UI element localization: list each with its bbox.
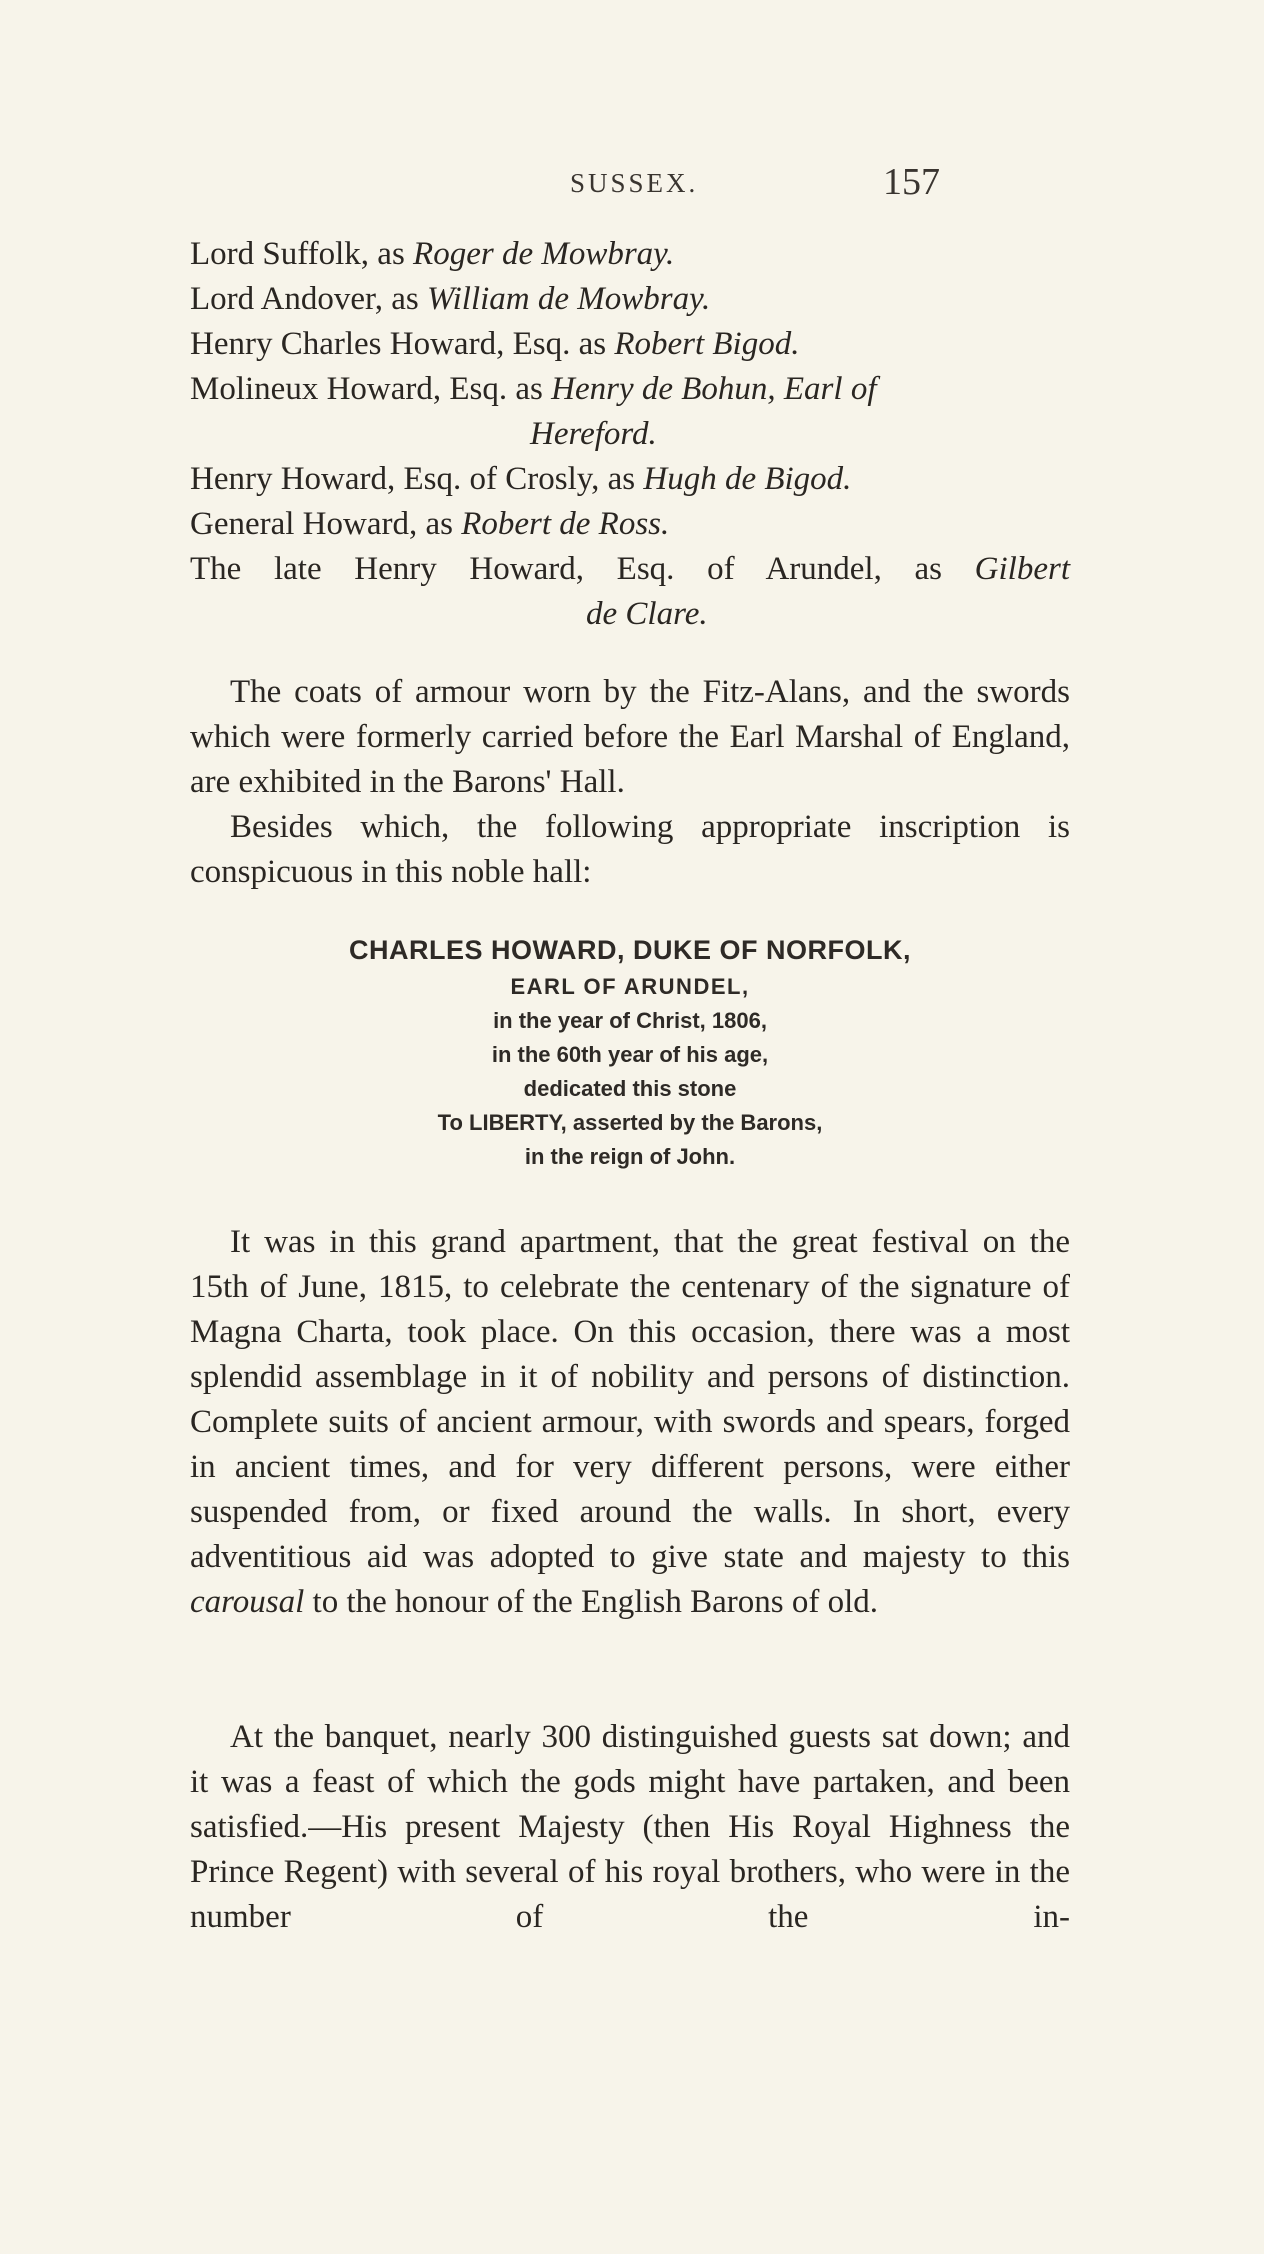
cast-line: Henry Howard, Esq. of Crosly, as Hugh de Bigod.	[190, 461, 852, 497]
cast-line: General Howard, as Robert de Ross.	[190, 506, 670, 542]
inscription-line: EARL OF ARUNDEL,	[510, 974, 750, 999]
cast-line: The late Henry Howard, Esq. of Arundel, as Gilbert	[190, 551, 1070, 587]
cast-line-continuation: Hereford.	[530, 416, 657, 452]
inscription-line: CHARLES HOWARD, DUKE OF NORFOLK,	[349, 935, 911, 965]
banquet-paragraph-block	[190, 1715, 1070, 1940]
inscription-line: in the 60th year of his age,	[491, 1042, 769, 1067]
inscription-line: To LIBERTY, asserted by the Barons,	[437, 1110, 823, 1135]
page-number: 157	[883, 161, 940, 203]
festival-paragraph-block	[190, 1220, 1070, 1625]
paragraph: The coats of armour worn by the Fitz-Alans, and the swords which were formerly carried before the Earl Marshal of England, are exhibited in the Barons' Hall.	[190, 674, 1070, 800]
cast-line: Lord Suffolk, as Roger de Mowbray.	[190, 236, 675, 272]
inscription	[190, 930, 1070, 1174]
paragraphs-before-inscription	[190, 670, 1070, 895]
cast-line: Molineux Howard, Esq. as Henry de Bohun, Earl of	[190, 371, 877, 407]
running-head	[190, 161, 1070, 208]
running-head-title: SUSSEX.	[570, 168, 699, 198]
paragraph: It was in this grand apartment, that the great festival on the 15th of June, 1815, to celebrate the centenary of the signature of Magna Charta, took place. On this occasion, there was a most splendid assemblage in it of nobility and persons of distinction. Complete suits of ancient armour, with swords and spears, forged in ancient times, and for very different persons, were either suspended from, or fixed around the walls. In short, every adventitious aid was adopted to give state and majesty to this carousal to the honour of the English Barons of old.	[190, 1224, 1070, 1620]
cast-line: Henry Charles Howard, Esq. as Robert Bigod.	[190, 326, 800, 362]
paragraph: Besides which, the following appropriate inscription is conspicuous in this noble hall:	[190, 809, 1070, 890]
cast-line: Lord Andover, as William de Mowbray.	[190, 281, 711, 317]
inscription-line: in the reign of John.	[524, 1144, 736, 1169]
paragraph: At the banquet, nearly 300 distinguished guests sat down; and it was a feast of which the gods might have partaken, and been satisfied.—His present Majesty (then His Royal Highness the Prince Regent) with several of his royal brothers, who were in the number of the in-	[190, 1719, 1070, 1935]
cast-list	[190, 232, 1070, 637]
inscription-line: in the year of Christ, 1806,	[493, 1008, 767, 1033]
cast-line-continuation: de Clare.	[586, 596, 708, 632]
inscription-line: dedicated this stone	[523, 1076, 737, 1101]
